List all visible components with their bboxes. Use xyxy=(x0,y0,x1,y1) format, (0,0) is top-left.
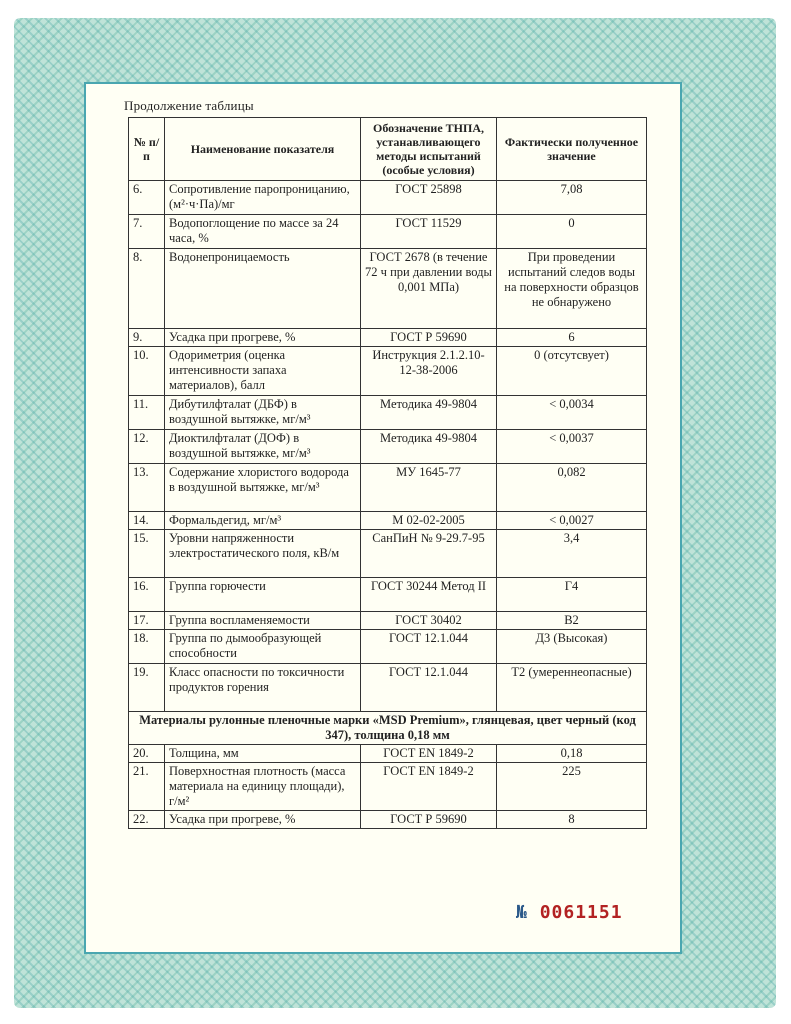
row-method: МУ 1645-77 xyxy=(361,464,497,512)
row-value: Д3 (Высокая) xyxy=(497,630,647,664)
row-num: 17. xyxy=(129,612,165,630)
row-name: Группа горючести xyxy=(165,578,361,612)
row-name: Водопоглощение по массе за 24 часа, % xyxy=(165,215,361,249)
header-method: Обозначение ТНПА, устанавливающего методы испытаний (особые условия) xyxy=(361,118,497,181)
table-row xyxy=(129,215,647,249)
row-name: Дибутилфталат (ДБФ) в воздушной вытяжке, мг/м³ xyxy=(165,396,361,430)
row-num: 9. xyxy=(129,329,165,347)
row-name: Диоктилфталат (ДОФ) в воздушной вытяжке, мг/м³ xyxy=(165,430,361,464)
table-row xyxy=(129,612,647,630)
row-method: М 02-02-2005 xyxy=(361,512,497,530)
table-row xyxy=(129,347,647,396)
row-method: ГОСТ 2678 (в течение 72 ч при давлении воды 0,001 МПа) xyxy=(361,249,497,329)
row-method: ГОСТ EN 1849-2 xyxy=(361,763,497,811)
row-num: 20. xyxy=(129,745,165,763)
header-num: № п/п xyxy=(129,118,165,181)
row-value: 225 xyxy=(497,763,647,811)
row-name: Поверхностная плотность (масса материала на единицу площади), г/м² xyxy=(165,763,361,811)
table-row xyxy=(129,530,647,578)
row-num: 7. xyxy=(129,215,165,249)
row-method: ГОСТ 30244 Метод II xyxy=(361,578,497,612)
row-name: Группа по дымообразующей способности xyxy=(165,630,361,664)
section-row xyxy=(129,712,647,745)
table-row xyxy=(129,763,647,811)
row-value: 0 xyxy=(497,215,647,249)
row-num: 13. xyxy=(129,464,165,512)
row-value: 6 xyxy=(497,329,647,347)
row-num: 16. xyxy=(129,578,165,612)
row-num: 6. xyxy=(129,181,165,215)
table-row xyxy=(129,396,647,430)
row-value: Г4 xyxy=(497,578,647,612)
table-row xyxy=(129,329,647,347)
table-header-row xyxy=(129,118,647,181)
table-row xyxy=(129,578,647,612)
row-num: 12. xyxy=(129,430,165,464)
properties-table xyxy=(128,117,647,829)
row-value: 3,4 xyxy=(497,530,647,578)
row-value: При проведении испытаний следов воды на поверхности образцов не обнаружено xyxy=(497,249,647,329)
row-value: В2 xyxy=(497,612,647,630)
serial-number xyxy=(516,902,623,923)
row-value: 0,082 xyxy=(497,464,647,512)
row-name: Формальдегид, мг/м³ xyxy=(165,512,361,530)
row-method: ГОСТ Р 59690 xyxy=(361,811,497,829)
row-name: Сопротивление паропроницанию, (м²·ч·Па)/мг xyxy=(165,181,361,215)
row-method: Методика 49-9804 xyxy=(361,430,497,464)
row-name: Содержание хлористого водорода в воздушной вытяжке, мг/м³ xyxy=(165,464,361,512)
header-name: Наименование показателя xyxy=(165,118,361,181)
table-row xyxy=(129,181,647,215)
row-value: 8 xyxy=(497,811,647,829)
row-num: 18. xyxy=(129,630,165,664)
row-name: Одориметрия (оценка интенсивности запаха материалов), балл xyxy=(165,347,361,396)
row-method: Инструкция 2.1.2.10-12-38-2006 xyxy=(361,347,497,396)
serial-prefix: № xyxy=(516,902,528,923)
row-method: ГОСТ 30402 xyxy=(361,612,497,630)
row-method: СанПиН № 9-29.7-95 xyxy=(361,530,497,578)
row-method: Методика 49-9804 xyxy=(361,396,497,430)
table-row xyxy=(129,430,647,464)
row-name: Группа воспламеняемости xyxy=(165,612,361,630)
row-name: Усадка при прогреве, % xyxy=(165,329,361,347)
serial-value: 0061151 xyxy=(539,902,623,923)
continuation-label: Продолжение таблицы xyxy=(124,98,254,113)
table-row xyxy=(129,249,647,329)
row-value: < 0,0034 xyxy=(497,396,647,430)
row-value: 7,08 xyxy=(497,181,647,215)
row-name: Уровни напряженности электростатического поля, кВ/м xyxy=(165,530,361,578)
row-num: 10. xyxy=(129,347,165,396)
row-name: Водонепроницаемость xyxy=(165,249,361,329)
row-name: Класс опасности по токсичности продуктов горения xyxy=(165,664,361,712)
table-row xyxy=(129,811,647,829)
row-method: ГОСТ 12.1.044 xyxy=(361,664,497,712)
row-method: ГОСТ 11529 xyxy=(361,215,497,249)
row-value: 0 (отсутсвует) xyxy=(497,347,647,396)
row-num: 8. xyxy=(129,249,165,329)
row-num: 11. xyxy=(129,396,165,430)
row-num: 14. xyxy=(129,512,165,530)
row-num: 22. xyxy=(129,811,165,829)
row-method: ГОСТ 25898 xyxy=(361,181,497,215)
row-value: Т2 (умереннеопасные) xyxy=(497,664,647,712)
table-row xyxy=(129,464,647,512)
row-value: 0,18 xyxy=(497,745,647,763)
section-title: Материалы рулонные пленочные марки «MSD Premium», глянцевая, цвет черный (код 347), толщина 0,18 мм xyxy=(129,712,647,745)
row-name: Усадка при прогреве, % xyxy=(165,811,361,829)
row-method: ГОСТ EN 1849-2 xyxy=(361,745,497,763)
row-value: < 0,0027 xyxy=(497,512,647,530)
row-name: Толщина, мм xyxy=(165,745,361,763)
table-row xyxy=(129,512,647,530)
header-value: Фактически полученное значение xyxy=(497,118,647,181)
table-row xyxy=(129,745,647,763)
row-method: ГОСТ 12.1.044 xyxy=(361,630,497,664)
row-method: ГОСТ Р 59690 xyxy=(361,329,497,347)
row-num: 19. xyxy=(129,664,165,712)
row-value: < 0,0037 xyxy=(497,430,647,464)
row-num: 15. xyxy=(129,530,165,578)
table-row xyxy=(129,630,647,664)
table-row xyxy=(129,664,647,712)
row-num: 21. xyxy=(129,763,165,811)
